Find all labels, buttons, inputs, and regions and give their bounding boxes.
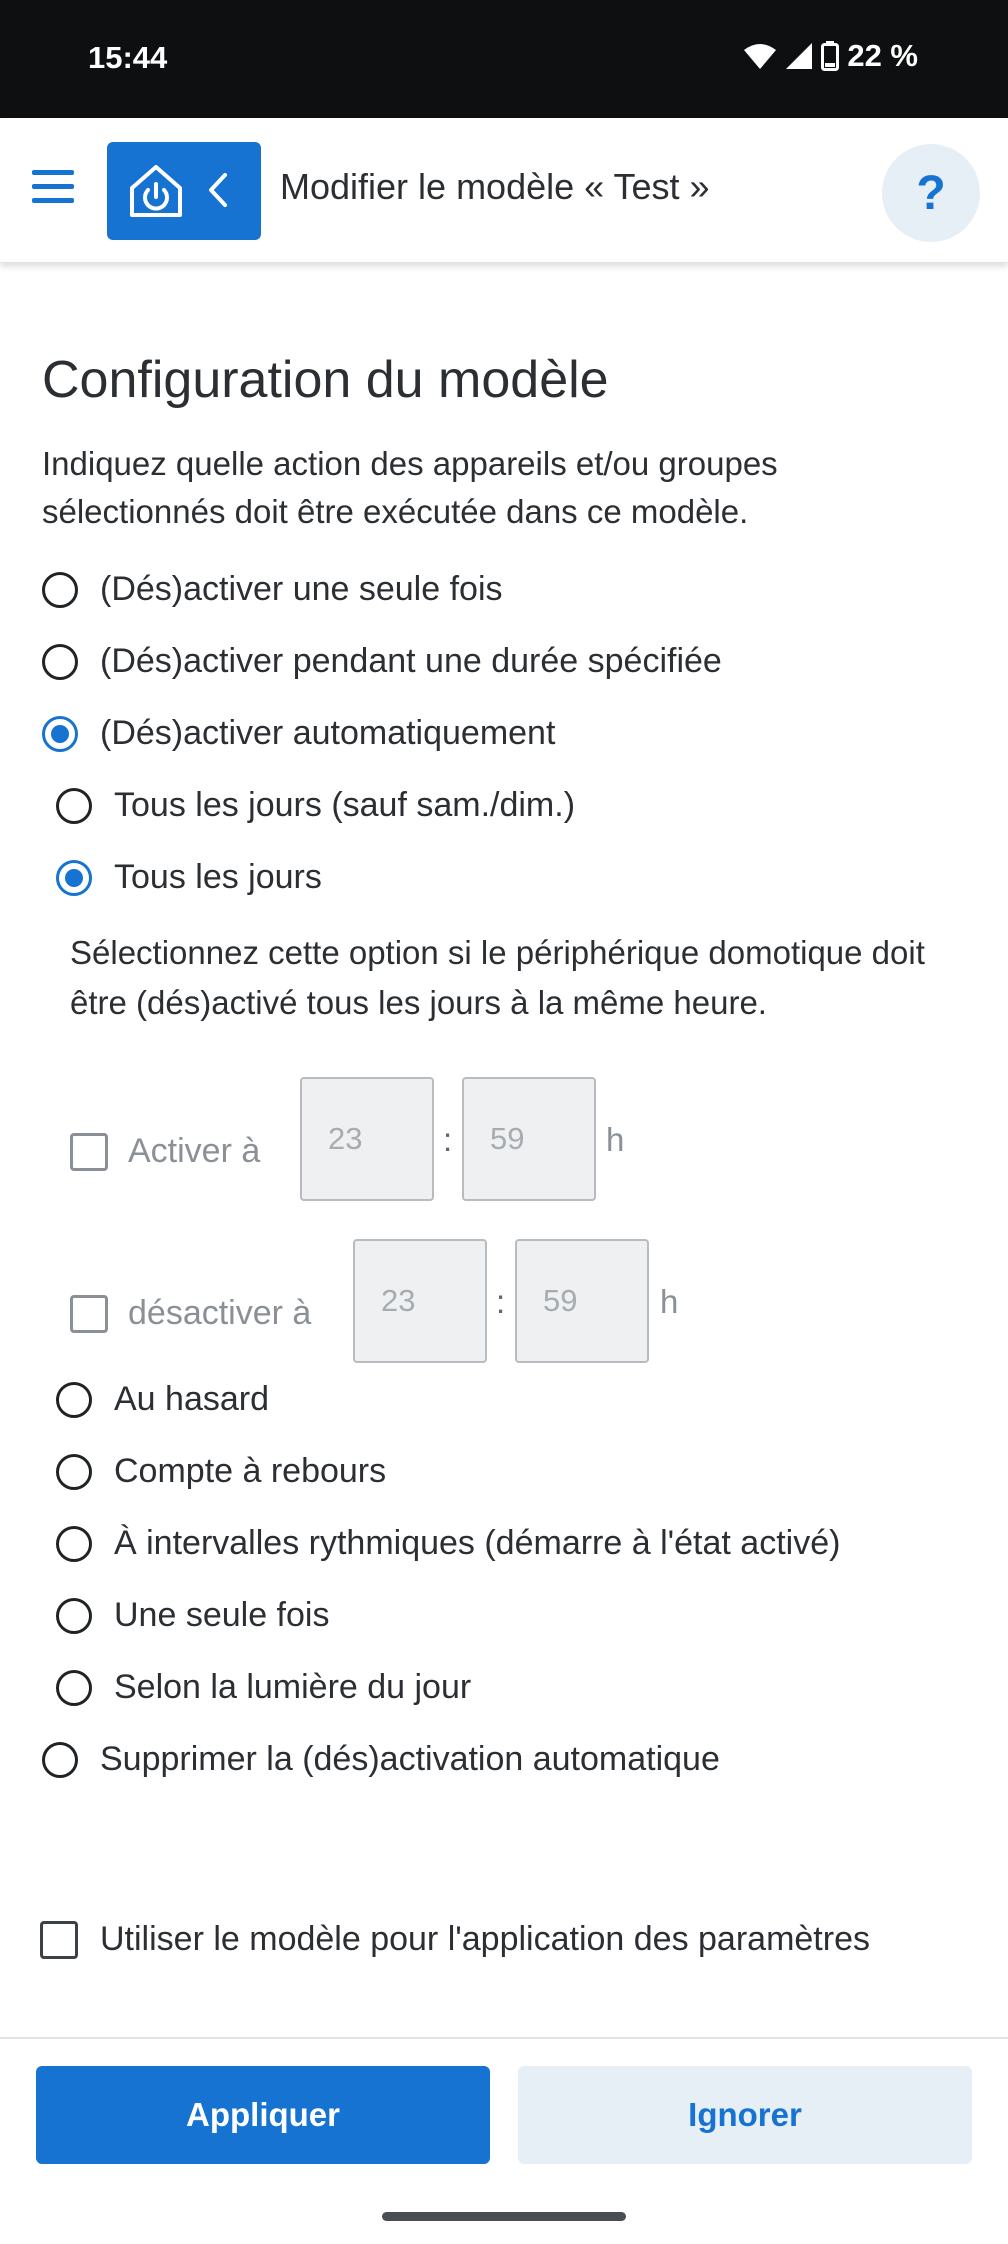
activate-label: Activer à	[128, 1132, 261, 1170]
home-indicator[interactable]	[382, 2212, 626, 2221]
page-title: Modifier le modèle « Test »	[280, 166, 710, 207]
deactivate-minutes-input[interactable]: 59	[515, 1239, 649, 1363]
option-remove-automatic[interactable]	[42, 1740, 720, 1779]
activate-unit: h	[606, 1121, 625, 1158]
option-label: À intervalles rythmiques (démarre à l'état activé)	[114, 1524, 841, 1562]
activate-minutes-input[interactable]: 59	[462, 1077, 596, 1201]
deactivate-time-row	[70, 1294, 311, 1333]
deactivate-hours-input[interactable]: 23	[353, 1239, 487, 1363]
option-duration[interactable]	[42, 642, 722, 681]
option-label: Selon la lumière du jour	[114, 1668, 472, 1706]
footer-divider	[0, 2037, 1008, 2039]
time-separator: :	[496, 1283, 506, 1320]
radio-button[interactable]	[42, 572, 78, 608]
battery-icon	[821, 41, 839, 71]
time-separator: :	[443, 1121, 453, 1158]
radio-button[interactable]	[56, 1598, 92, 1634]
smart-home-icon	[127, 162, 185, 220]
radio-button[interactable]	[42, 644, 78, 680]
suboption-random[interactable]	[56, 1380, 269, 1419]
radio-button[interactable]	[42, 1742, 78, 1778]
radio-button[interactable]	[56, 788, 92, 824]
option-label: (Dés)activer automatiquement	[100, 714, 556, 752]
wifi-icon	[743, 42, 777, 70]
radio-button[interactable]	[56, 1670, 92, 1706]
option-description: Sélectionnez cette option si le périphérique domotique doit être (dés)activé tous les jours à la même heure.	[70, 934, 925, 1021]
deactivate-unit: h	[660, 1283, 679, 1320]
radio-button[interactable]	[56, 1526, 92, 1562]
suboption-daylight[interactable]	[56, 1668, 471, 1707]
option-automatic[interactable]	[42, 714, 555, 753]
suboption-countdown[interactable]	[56, 1452, 386, 1491]
suboption-weekdays[interactable]	[56, 786, 575, 825]
activate-checkbox[interactable]	[70, 1133, 108, 1171]
suboption-single[interactable]	[56, 1596, 329, 1635]
status-bar	[0, 0, 1008, 118]
ignore-button[interactable]: Ignorer	[518, 2066, 972, 2164]
suboption-every-day[interactable]	[56, 858, 322, 897]
back-home-button[interactable]	[107, 142, 261, 240]
radio-button-selected[interactable]	[56, 860, 92, 896]
radio-button[interactable]	[56, 1382, 92, 1418]
option-label: (Dés)activer une seule fois	[100, 570, 503, 608]
option-label: Tous les jours (sauf sam./dim.)	[114, 786, 576, 824]
menu-icon[interactable]	[32, 170, 74, 204]
signal-icon	[785, 42, 813, 70]
option-label: (Dés)activer pendant une durée spécifiée	[100, 642, 722, 680]
deactivate-label: désactiver à	[128, 1294, 312, 1332]
activate-time-row	[70, 1132, 260, 1171]
use-template-row[interactable]	[40, 1920, 870, 1959]
help-button[interactable]: ?	[882, 144, 980, 242]
option-label: Au hasard	[114, 1380, 269, 1418]
radio-button-selected[interactable]	[42, 716, 78, 752]
use-template-label: Utiliser le modèle pour l'application des paramètres	[100, 1920, 870, 1958]
status-time: 15:44	[88, 40, 168, 75]
option-label: Une seule fois	[114, 1596, 330, 1634]
app-header	[0, 118, 1008, 263]
section-title: Configuration du modèle	[42, 351, 609, 409]
activate-hours-input[interactable]: 23	[300, 1077, 434, 1201]
suboption-rhythmic[interactable]	[56, 1524, 840, 1563]
battery-level: 22 %	[847, 38, 918, 73]
option-once[interactable]	[42, 570, 503, 609]
option-label: Supprimer la (dés)activation automatique	[100, 1740, 720, 1778]
option-label: Compte à rebours	[114, 1452, 387, 1490]
chevron-left-icon	[207, 172, 229, 208]
apply-button[interactable]: Appliquer	[36, 2066, 490, 2164]
use-template-checkbox[interactable]	[40, 1921, 78, 1959]
status-icons	[743, 38, 918, 74]
radio-button[interactable]	[56, 1454, 92, 1490]
intro-text: Indiquez quelle action des appareils et/ou groupes sélectionnés doit être exécutée dans ce modèle.	[42, 445, 778, 530]
deactivate-checkbox[interactable]	[70, 1295, 108, 1333]
option-label: Tous les jours	[114, 858, 322, 896]
